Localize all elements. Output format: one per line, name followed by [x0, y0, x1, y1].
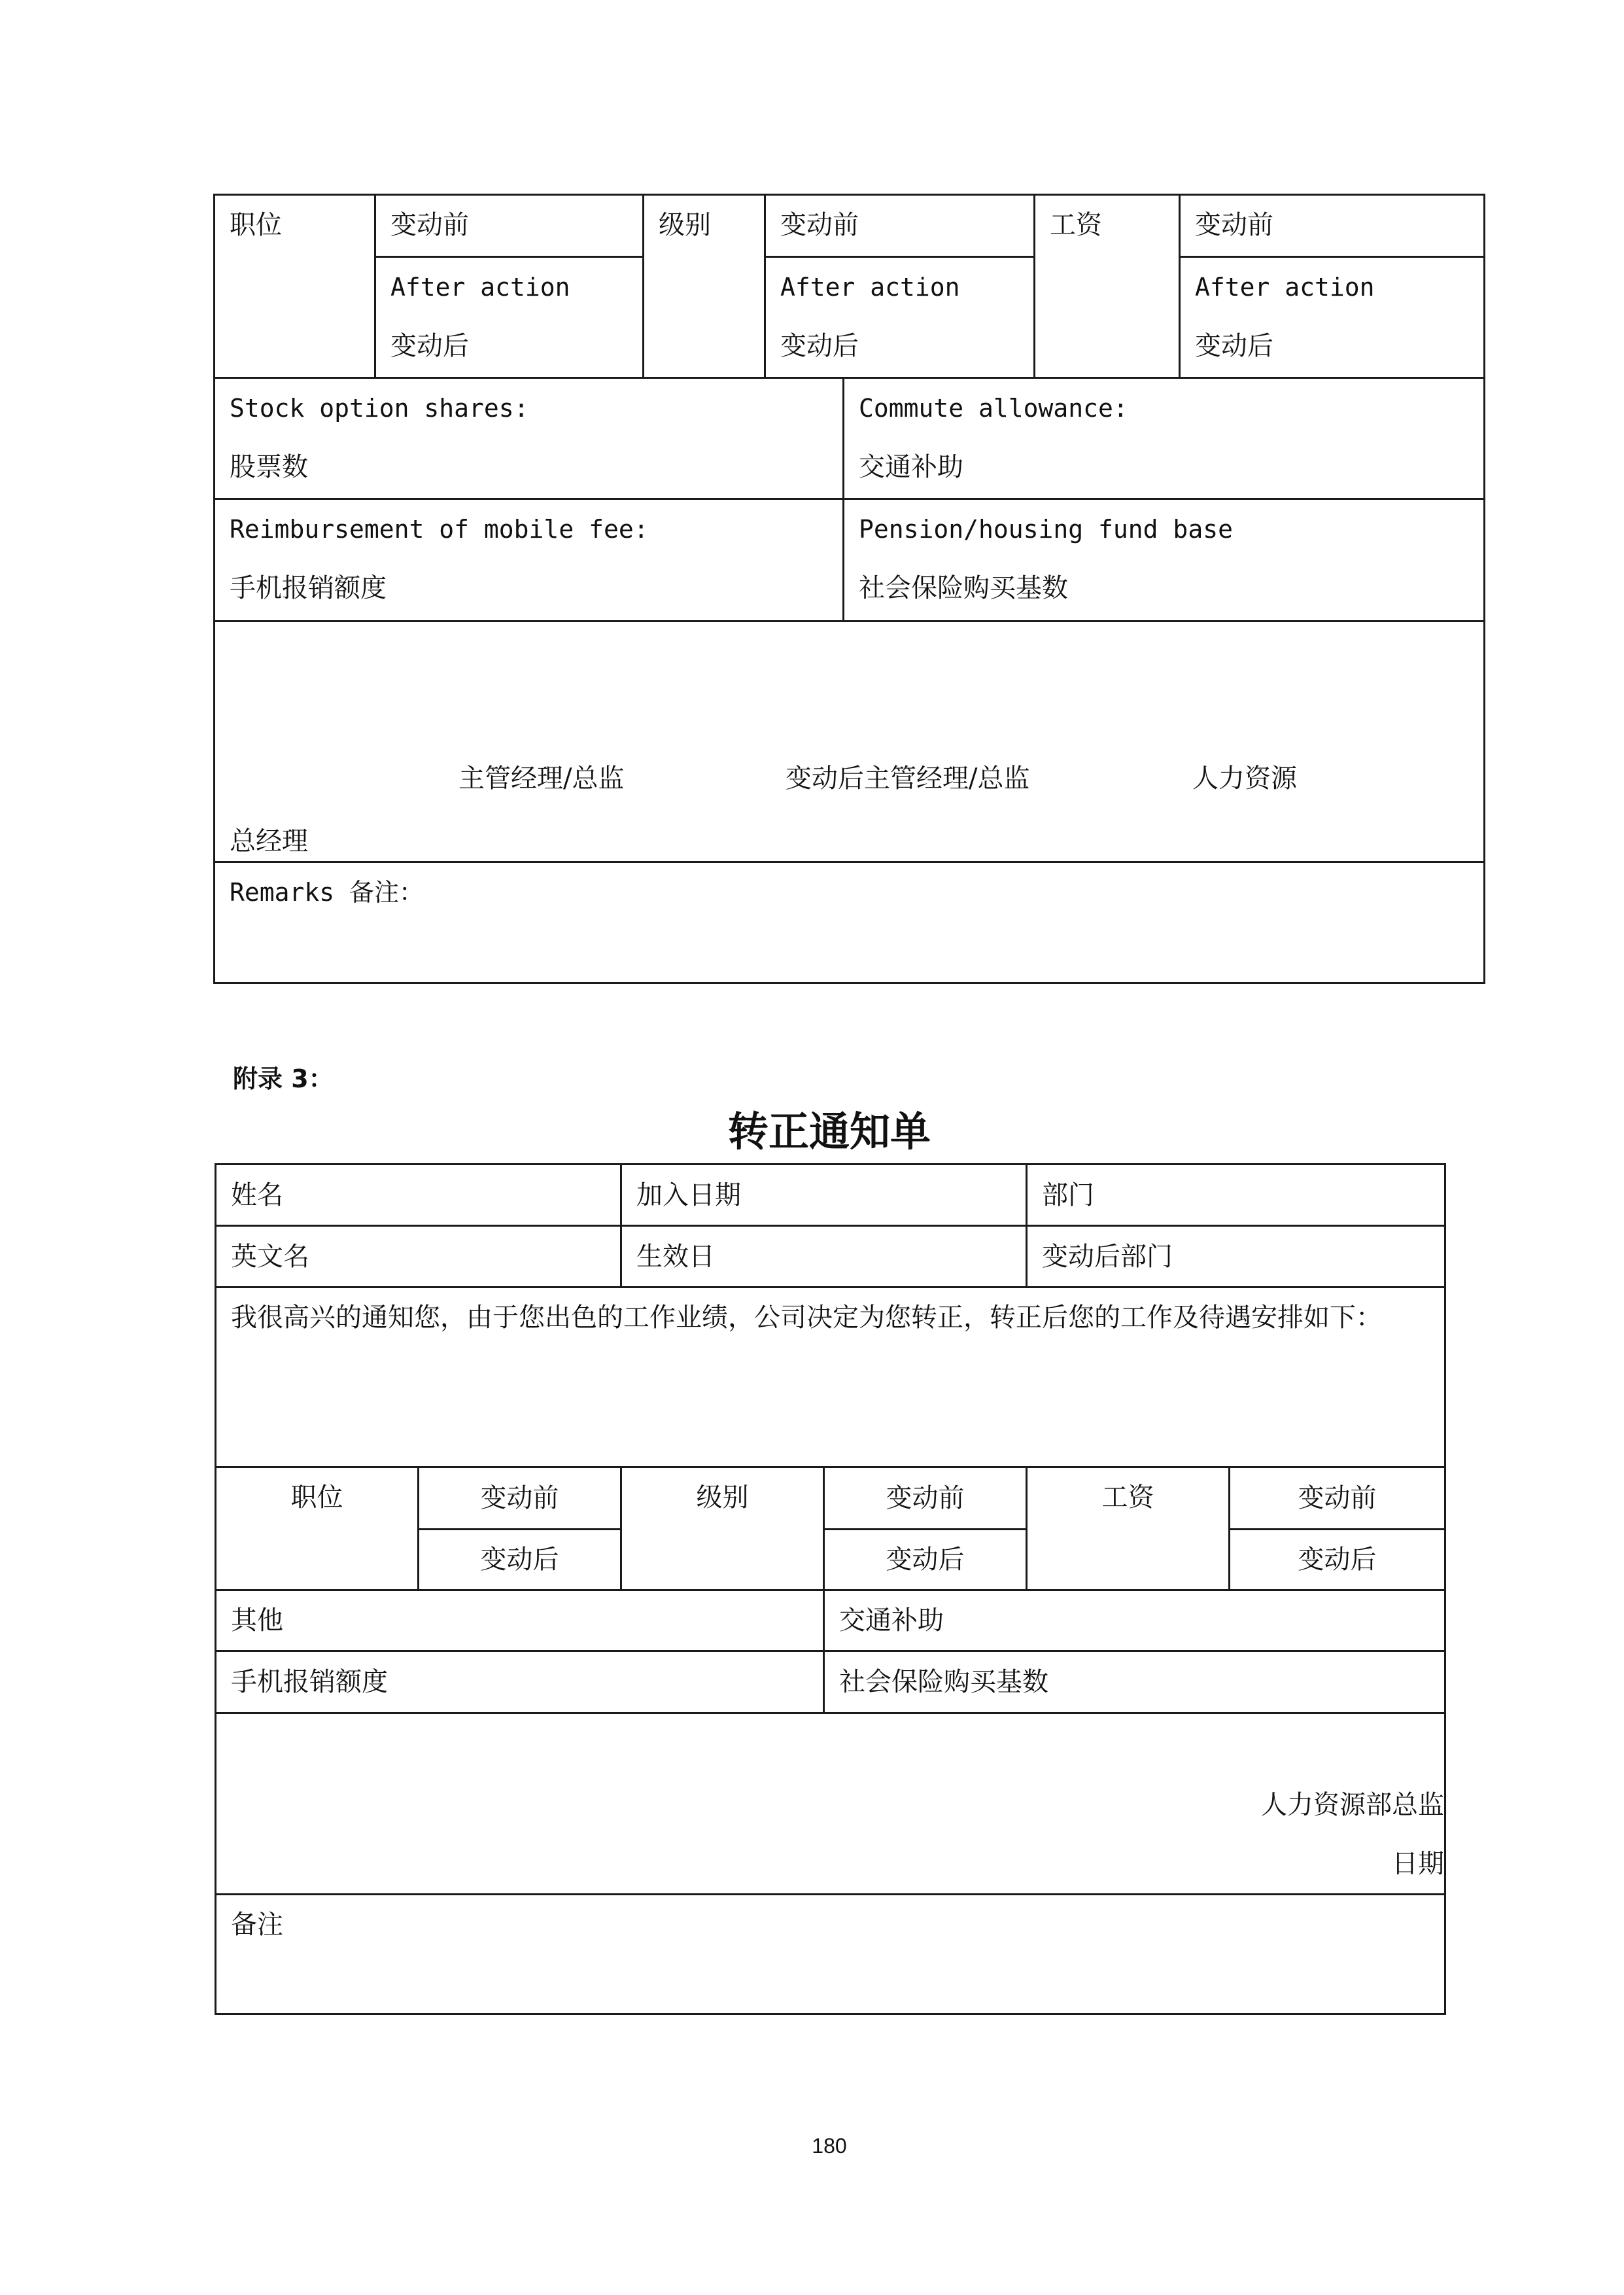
salary-label: 工资: [1035, 195, 1180, 378]
new-manager-signature-label: 变动后主管经理/总监: [786, 763, 1030, 794]
level-before: 变动前: [765, 195, 1035, 257]
level-label: 级别: [644, 195, 765, 378]
pension-base-cell: Pension/housing fund base 社会保险购买基数: [844, 499, 1485, 621]
salary-after-2: 变动后: [1230, 1529, 1445, 1590]
stock-option-cell: Stock option shares: 股票数: [215, 377, 844, 499]
hr-sign-area: [216, 1713, 1445, 1894]
hr-signature-label: 人力资源: [1192, 763, 1297, 794]
salary-before: 变动前: [1180, 195, 1485, 257]
english-name-label: 英文名: [216, 1226, 621, 1287]
commute-label: 交通补助: [824, 1590, 1445, 1651]
remarks-label: 备注: [216, 1895, 1445, 2014]
commute-allowance-cell: Commute allowance: 交通补助: [844, 377, 1485, 499]
position-before-2: 变动前: [419, 1467, 621, 1529]
gm-signature-label: 总经理: [230, 826, 308, 856]
appendix-label: 附录 3：: [233, 1064, 334, 1093]
notice-text: 我很高兴的通知您，由于您出色的工作业绩，公司决定为您转正，转正后您的工作及待遇安排如下：: [216, 1287, 1445, 1467]
level-before-2: 变动前: [824, 1467, 1027, 1529]
new-dept-label: 变动后部门: [1027, 1226, 1445, 1287]
position-after: After action 变动后: [375, 256, 644, 377]
signature-area: [215, 621, 1485, 862]
position-after-2: 变动后: [419, 1529, 621, 1590]
salary-before-2: 变动前: [1230, 1467, 1445, 1529]
pension-label: 社会保险购买基数: [824, 1651, 1445, 1713]
position-label: 职位: [215, 195, 375, 378]
date-label: 日期: [1392, 1849, 1444, 1880]
page-title: 转正通知单: [727, 1108, 931, 1155]
dept-label: 部门: [1027, 1165, 1445, 1226]
mobile-label: 手机报销额度: [216, 1651, 824, 1713]
position-label-2: 职位: [216, 1467, 419, 1590]
level-label-2: 级别: [621, 1467, 824, 1590]
hr-director-label: 人力资源部总监: [1261, 1790, 1444, 1821]
other-label: 其他: [216, 1590, 824, 1651]
join-date-label: 加入日期: [621, 1165, 1027, 1226]
manager-signature-label: 主管经理/总监: [458, 763, 625, 794]
page-number: 180: [812, 2134, 847, 2158]
position-before: 变动前: [375, 195, 644, 257]
change-form-table: [213, 194, 1485, 984]
level-after-2: 变动后: [824, 1529, 1027, 1590]
remarks-cell: Remarks 备注：: [215, 862, 1485, 983]
effective-date-label: 生效日: [621, 1226, 1027, 1287]
mobile-fee-cell: Reimbursement of mobile fee: 手机报销额度: [215, 499, 844, 621]
level-after: After action 变动后: [765, 256, 1035, 377]
salary-label-2: 工资: [1027, 1467, 1230, 1590]
salary-after: After action 变动后: [1180, 256, 1485, 377]
name-label: 姓名: [216, 1165, 621, 1226]
probation-notice-table: [215, 1163, 1446, 2015]
